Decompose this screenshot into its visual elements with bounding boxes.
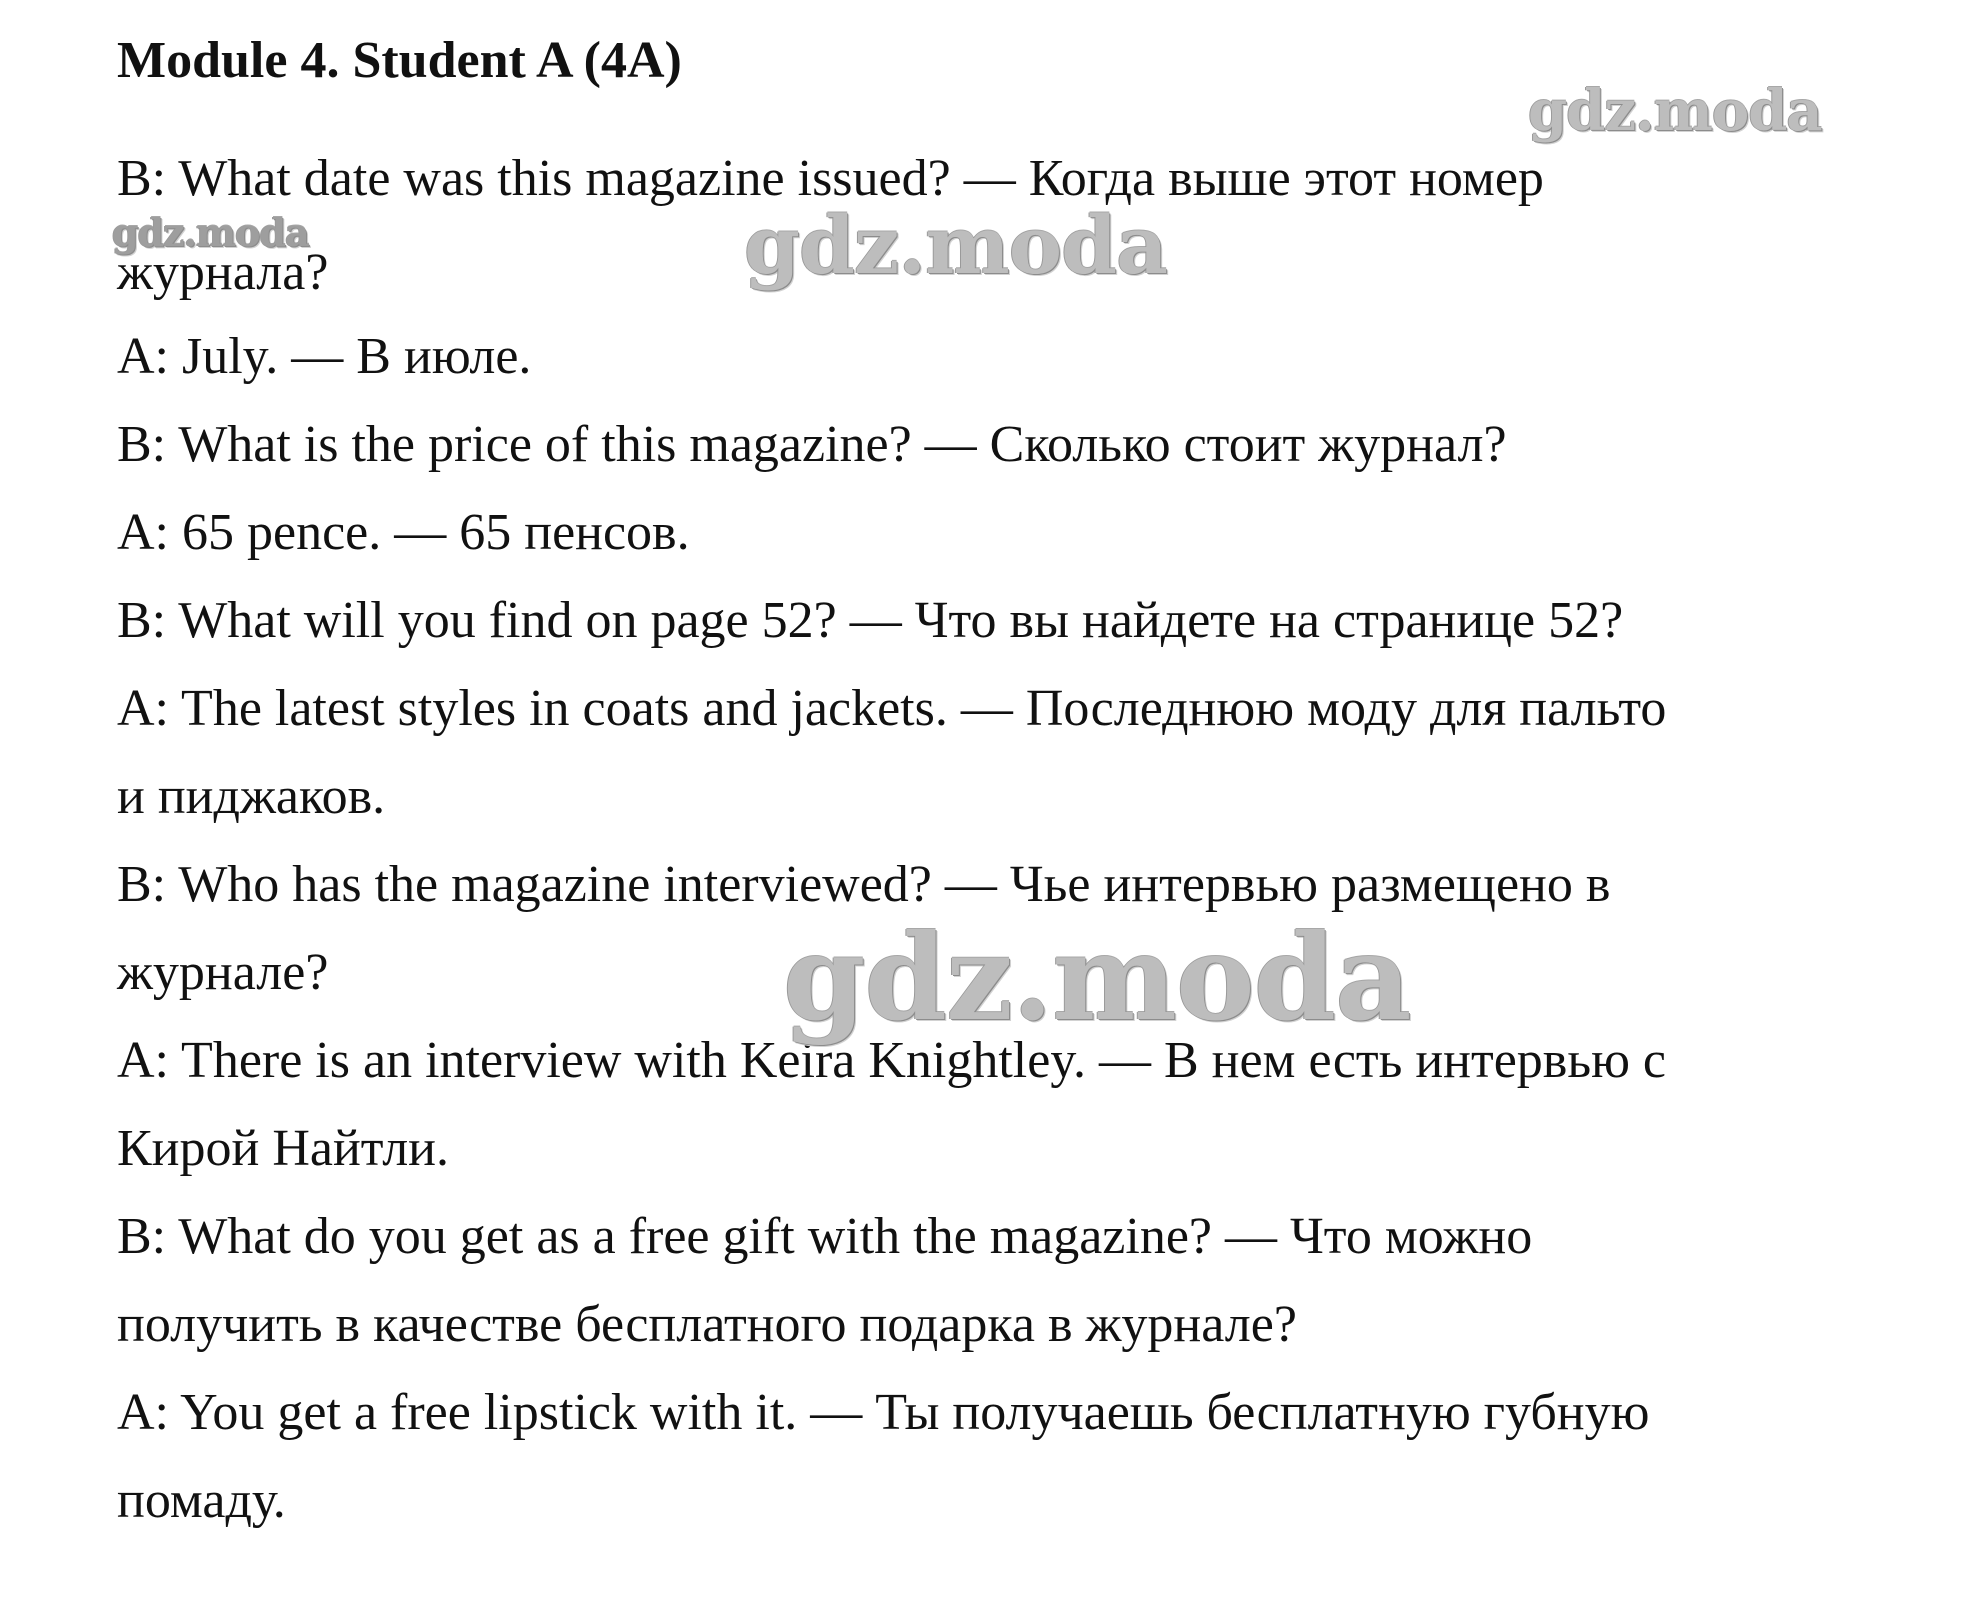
text-line-11: A: There is an interview with Keira Knightley. — В нем есть интервью с (117, 1032, 1667, 1089)
watermark-small-left: gdz.moda (112, 210, 309, 255)
page-title: Module 4. Student A (4A) (117, 32, 682, 89)
text-line-1: B: What date was this magazine issued? — Когда выше этот номер (117, 150, 1544, 207)
text-line-5: A: 65 pence. — 65 пенсов. (117, 504, 690, 561)
text-line-13: B: What do you get as a free gift with the magazine? — Что можно (117, 1208, 1533, 1265)
text-line-15: A: You get a free lipstick with it. — Ты получаешь бесплатную губную (117, 1384, 1650, 1441)
watermark-top-right: gdz.moda (1528, 78, 1822, 144)
watermark-large-center: gdz.moda (783, 908, 1411, 1047)
text-line-6: B: What will you find on page 52? — Что вы найдете на странице 52? (117, 592, 1624, 649)
text-line-8: и пиджаков. (117, 768, 386, 825)
text-line-14: получить в качестве бесплатного подарка в журнале? (117, 1296, 1297, 1353)
watermark-upper-center: gdz.moda (744, 198, 1167, 292)
text-line-12: Кирой Найтли. (117, 1120, 450, 1177)
text-line-7: A: The latest styles in coats and jackets. — Последнюю моду для пальто (117, 680, 1667, 737)
text-line-2: журнала? (117, 244, 329, 301)
text-line-9: B: Who has the magazine interviewed? — Чье интервью размещено в (117, 856, 1611, 913)
text-line-4: B: What is the price of this magazine? — Сколько стоит журнал? (117, 416, 1507, 473)
text-line-16: помаду. (117, 1472, 286, 1529)
text-line-3: A: July. — В июле. (117, 328, 532, 385)
text-line-10: журнале? (117, 944, 329, 1001)
